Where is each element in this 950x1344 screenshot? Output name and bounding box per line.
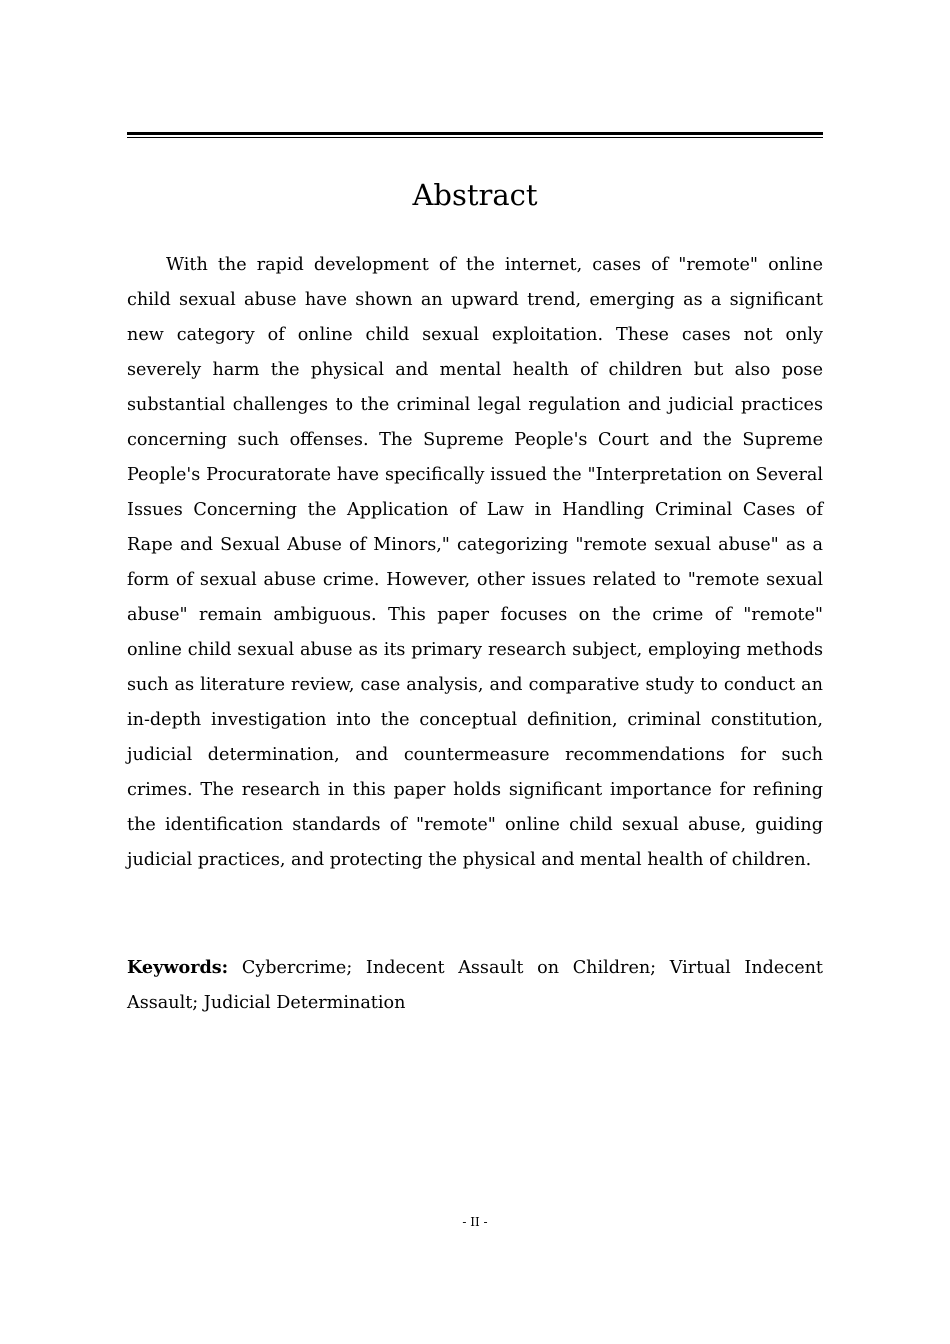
keywords-paragraph xyxy=(127,950,823,1021)
header-rule-thin xyxy=(127,137,823,138)
keywords-list: Cybercrime; Indecent Assault on Children; Virtual Indecent Assault; Judicial Determination xyxy=(127,958,824,1013)
header-rule-thick xyxy=(127,132,823,135)
abstract-paragraph: With the rapid development of the internet, cases of "remote" online child sexual abuse have shown an upward trend, emerging as a significant new category of online child sexual exploitation. These cases not only severely harm the physical and mental health of children but also pose substantial challenges to the criminal legal regulation and judicial practices concerning such offenses. The Supreme People's Court and the Supreme People's Procuratorate have specifically issued the "Interpretation on Several Issues Concerning the Application of Law in Handling Criminal Cases of Rape and Sexual Abuse of Minors," categorizing "remote sexual abuse" as a form of sexual abuse crime. However, other issues related to "remote sexual abuse" remain ambiguous. This paper focuses on the crime of "remote" online child sexual abuse as its primary research subject, employing methods such as literature review, case analysis, and comparative study to conduct an in-depth investigation into the conceptual definition, criminal constitution, judicial determination, and countermeasure recommendations for such crimes. The research in this paper holds significant importance for refining the identification standards of "remote" online child sexual abuse, guiding judicial practices, and protecting the physical and mental health of children. xyxy=(127,255,823,870)
page-title: Abstract xyxy=(412,178,538,212)
keywords-label: Keywords: xyxy=(127,957,229,978)
page-number: - II - xyxy=(462,1215,488,1229)
